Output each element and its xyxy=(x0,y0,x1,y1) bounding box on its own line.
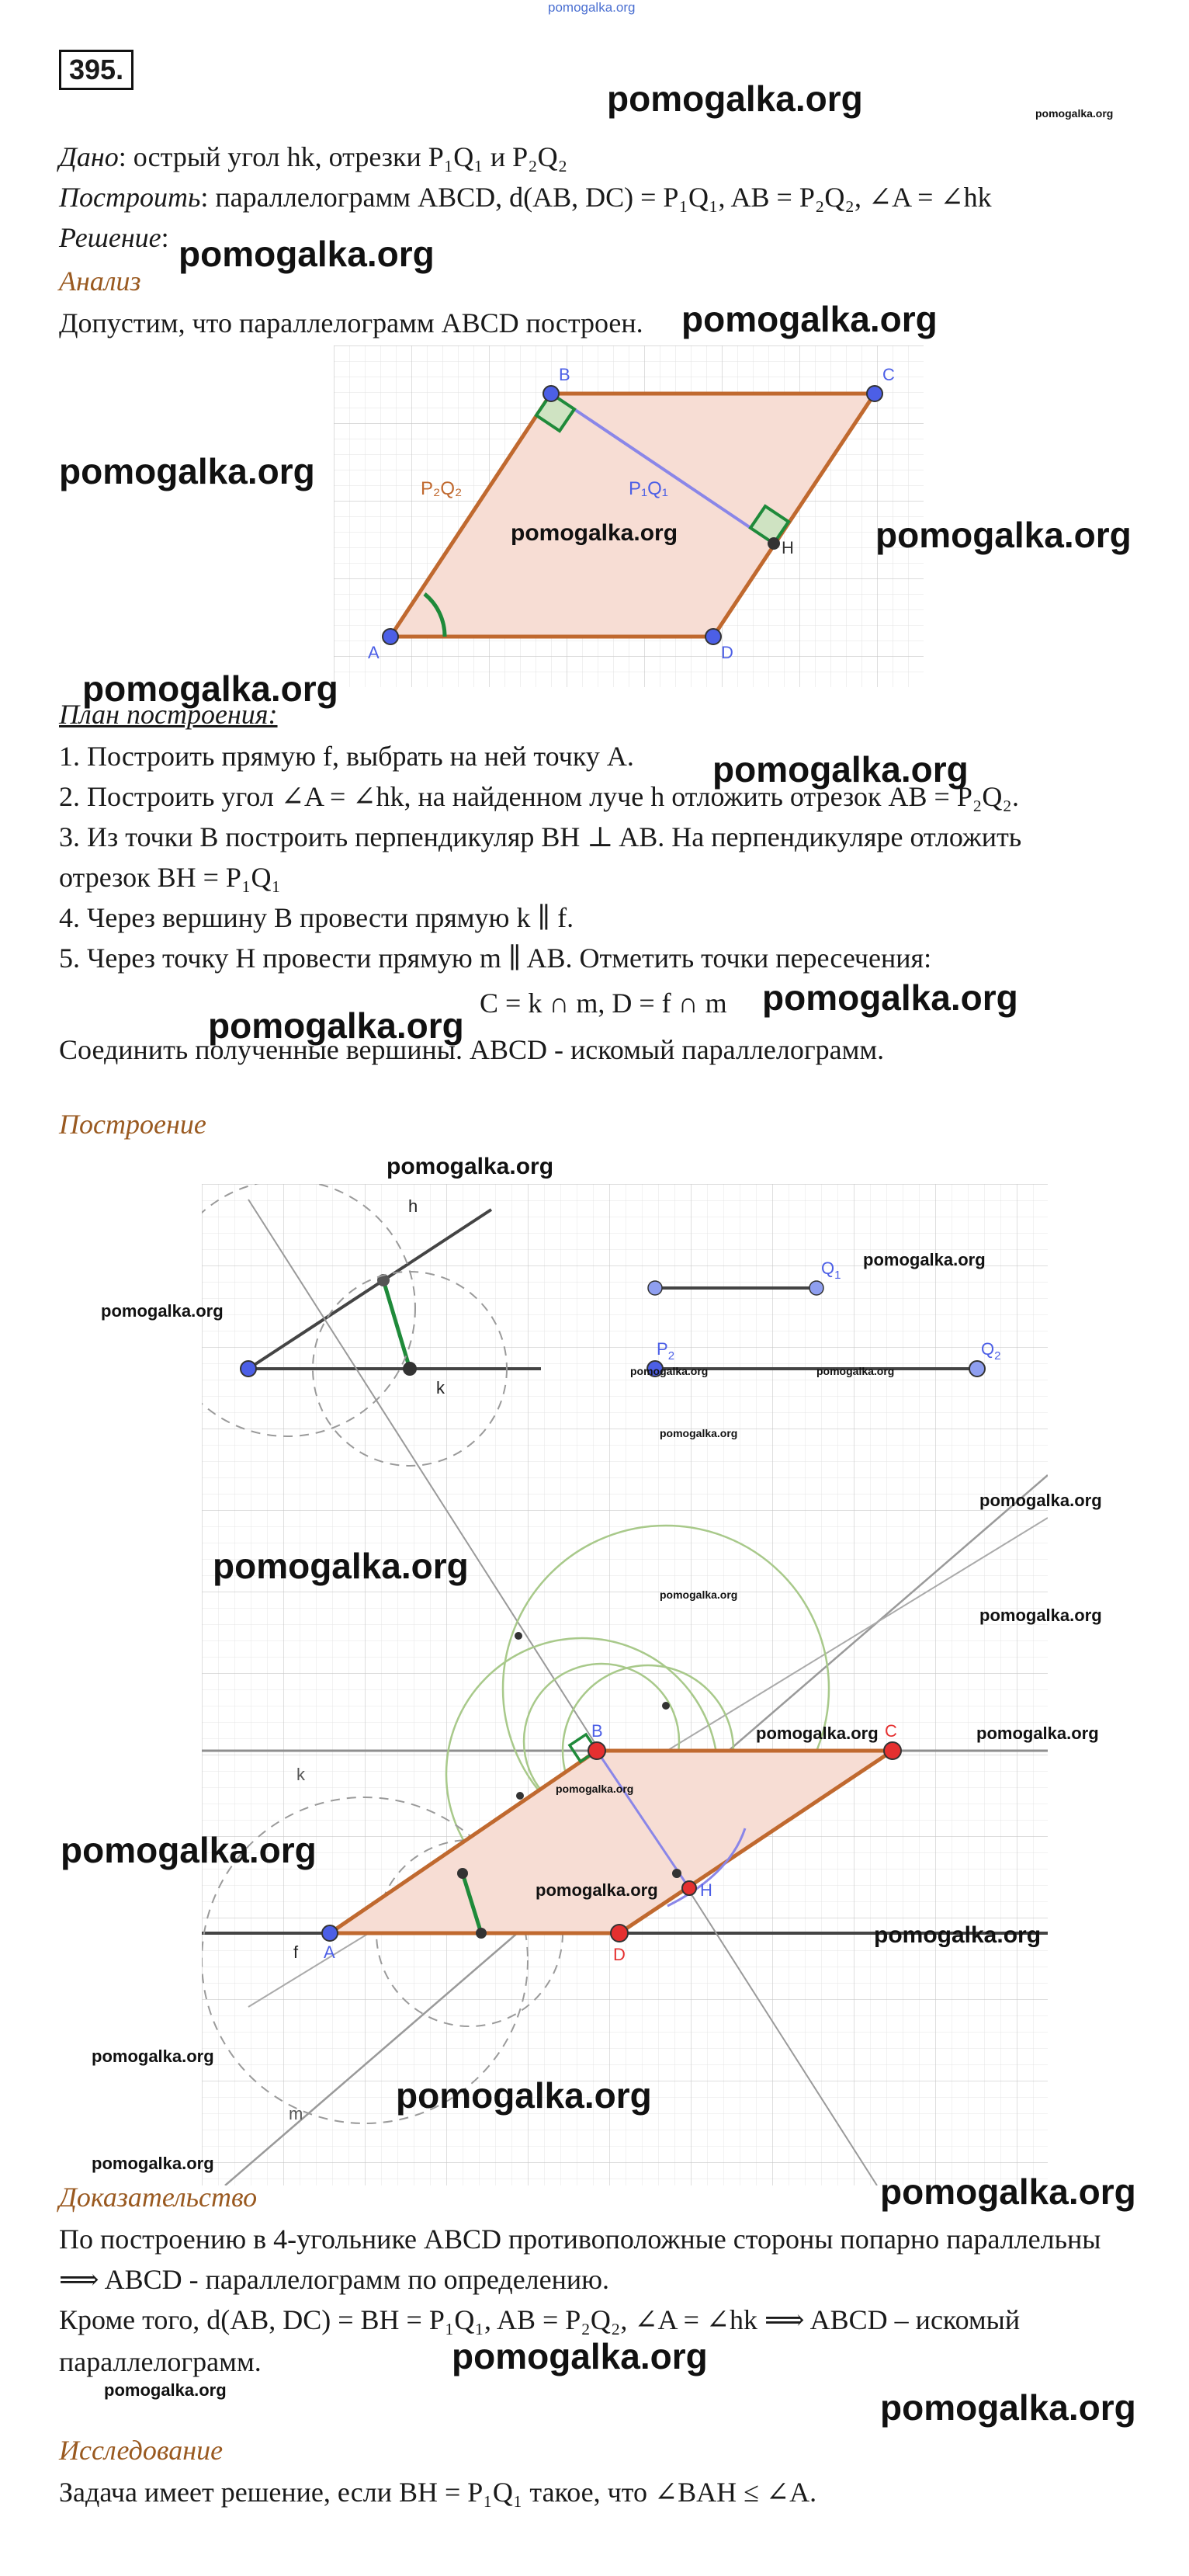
plan-step-4: 4. Через вершину B провести прямую k ∥ f. xyxy=(59,902,574,933)
watermark: pomogalka.org xyxy=(208,1005,464,1046)
watermark: pomogalka.org xyxy=(712,749,969,790)
label-h-ray: h xyxy=(408,1196,418,1216)
given-label: Дано xyxy=(59,141,119,172)
proof-line-2: ⟹ ABCD - параллелограмм по определению. xyxy=(59,2264,610,2295)
watermark: pomogalka.org xyxy=(511,520,678,546)
watermark: pomogalka.org xyxy=(660,1427,738,1439)
watermark: pomogalka.org xyxy=(396,2075,652,2116)
watermark: pomogalka.org xyxy=(756,1724,879,1743)
plan-step-1: 1. Построить прямую f, выбрать на ней точку A. xyxy=(59,741,634,772)
label-p1q1: P₁Q₁ xyxy=(629,478,668,499)
label-line-f: f xyxy=(293,1942,299,1962)
label-k-ray: k xyxy=(436,1378,445,1397)
watermark: pomogalka.org xyxy=(681,299,938,339)
label-line-k: k xyxy=(296,1765,305,1784)
watermark: pomogalka.org xyxy=(874,1922,1042,1948)
watermark: pomogalka.org xyxy=(979,1606,1102,1625)
point-q1 xyxy=(809,1281,823,1295)
point-a xyxy=(383,629,398,644)
solution-colon: : xyxy=(161,222,169,253)
watermark: pomogalka.org xyxy=(61,1830,317,1870)
watermark: pomogalka.org xyxy=(556,1783,634,1795)
watermark: pomogalka.org xyxy=(179,234,435,274)
top-watermark: pomogalka.org xyxy=(548,0,636,15)
watermark: pomogalka.org xyxy=(979,1491,1102,1510)
proof-line-1: По построению в 4-угольнике ABCD противоположные стороны попарно параллельны xyxy=(59,2224,1101,2255)
watermark: pomogalka.org xyxy=(880,2172,1136,2212)
aux-point-4 xyxy=(515,1632,522,1640)
solution-line xyxy=(59,220,169,255)
analysis-heading: Анализ xyxy=(59,266,141,297)
watermark: pomogalka.org xyxy=(387,1154,554,1179)
analysis-text: Допустим, что параллелограмм ABCD построен. xyxy=(59,307,643,338)
result-label-a: A xyxy=(324,1942,335,1962)
aux-point-3 xyxy=(516,1792,524,1800)
watermark: pomogalka.org xyxy=(660,1588,738,1601)
construct-text: : параллелограмм ABCD, d(AB, DC) = P₁Q₁, AB = P₂Q₂, ∠A = ∠hk xyxy=(200,182,992,213)
vertex-hk xyxy=(241,1361,256,1377)
watermark: pomogalka.org xyxy=(607,78,863,119)
result-label-c: C xyxy=(885,1721,897,1741)
analysis-figure xyxy=(334,345,924,687)
plan-step-3: 3. Из точки B построить перпендикуляр BH ⊥ AB. На перпендикуляре отложить xyxy=(59,821,1022,852)
given-line xyxy=(59,140,567,174)
point-c xyxy=(867,386,882,401)
watermark: pomogalka.org xyxy=(875,515,1132,555)
watermark: pomogalka.org xyxy=(59,451,315,491)
research-heading: Исследование xyxy=(59,2435,224,2466)
construction-heading: Построение xyxy=(59,1109,206,1140)
proof-heading: Доказательство xyxy=(59,2182,258,2213)
label-q2: $Q_2$ xyxy=(981,1339,1001,1363)
result-label-h: H xyxy=(700,1880,712,1900)
construct-label: Построить xyxy=(59,182,201,213)
problem-number: 395. xyxy=(59,50,133,90)
aux-point-6 xyxy=(672,1869,681,1878)
research-text: Задача имеет решение, если BH = P₁Q₁ такое, что ∠BAH ≤ ∠A. xyxy=(59,2477,817,2508)
aux-point-2 xyxy=(476,1928,487,1939)
watermark: pomogalka.org xyxy=(1035,107,1114,120)
point-h xyxy=(768,537,780,550)
label-p2: $P_2$ xyxy=(657,1339,675,1363)
aux-point-1 xyxy=(457,1868,468,1879)
result-label-b: B xyxy=(591,1721,603,1741)
plan-heading: План построения: xyxy=(59,699,278,730)
watermark: pomogalka.org xyxy=(880,2387,1136,2428)
construct-line xyxy=(59,180,992,214)
watermark: pomogalka.org xyxy=(976,1724,1099,1743)
aux-point-5 xyxy=(662,1702,670,1710)
result-point-b xyxy=(588,1742,605,1759)
point-d xyxy=(705,629,721,644)
proof-line-3: Кроме того, d(AB, DC) = BH = P₁Q₁, AB = P₂Q₂, ∠A = ∠hk ⟹ ABCD – искомый xyxy=(59,2304,1021,2335)
plan-conclusion: Соединить полученные вершины. ABCD - искомый параллелограмм. xyxy=(59,1034,885,1065)
watermark: pomogalka.org xyxy=(104,2380,227,2400)
construction-figure xyxy=(202,1184,1048,2185)
point-q2 xyxy=(969,1361,985,1377)
plan-step-3b: отрезок BH = P₁Q₁ xyxy=(59,862,282,893)
proof-line-4: параллелограмм. xyxy=(59,2346,262,2377)
watermark: pomogalka.org xyxy=(92,2154,214,2173)
plan-step-5: 5. Через точку H провести прямую m ∥ AB. Отметить точки пересечения: xyxy=(59,943,932,974)
watermark: pomogalka.org xyxy=(630,1365,709,1377)
label-d: D xyxy=(721,643,733,662)
point-p1 xyxy=(648,1281,662,1295)
solution-label: Решение xyxy=(59,222,161,253)
watermark: pomogalka.org xyxy=(92,2047,214,2066)
plan-step-5b: C = k ∩ m, D = f ∩ m xyxy=(480,988,727,1019)
point-on-k xyxy=(403,1362,417,1376)
watermark: pomogalka.org xyxy=(762,977,1018,1018)
result-point-c xyxy=(884,1742,901,1759)
watermark: pomogalka.org xyxy=(101,1301,224,1321)
watermark: pomogalka.org xyxy=(452,2336,708,2376)
point-b xyxy=(543,386,559,401)
result-label-d: D xyxy=(613,1945,626,1964)
watermark: pomogalka.org xyxy=(536,1880,658,1900)
plan-step-2: 2. Построить угол ∠A = ∠hk, на найденном луче h отложить отрезок AB = P₂Q₂. xyxy=(59,781,1019,812)
label-c: C xyxy=(882,365,895,384)
result-point-d xyxy=(611,1925,628,1942)
label-q1: $Q_1$ xyxy=(821,1258,841,1282)
label-p2q2: P₂Q₂ xyxy=(421,478,463,499)
watermark: pomogalka.org xyxy=(213,1546,469,1586)
label-b: B xyxy=(559,365,570,384)
watermark: pomogalka.org xyxy=(816,1365,895,1377)
result-point-a xyxy=(322,1925,338,1941)
watermark: pomogalka.org xyxy=(863,1250,986,1269)
label-line-m: m xyxy=(289,2104,303,2123)
result-point-h xyxy=(682,1881,696,1895)
watermark: pomogalka.org xyxy=(82,668,338,709)
label-h: H xyxy=(782,538,794,557)
label-a: A xyxy=(368,643,380,662)
given-text: : острый угол hk, отрезки P₁Q₁ и P₂Q₂ xyxy=(118,141,568,172)
